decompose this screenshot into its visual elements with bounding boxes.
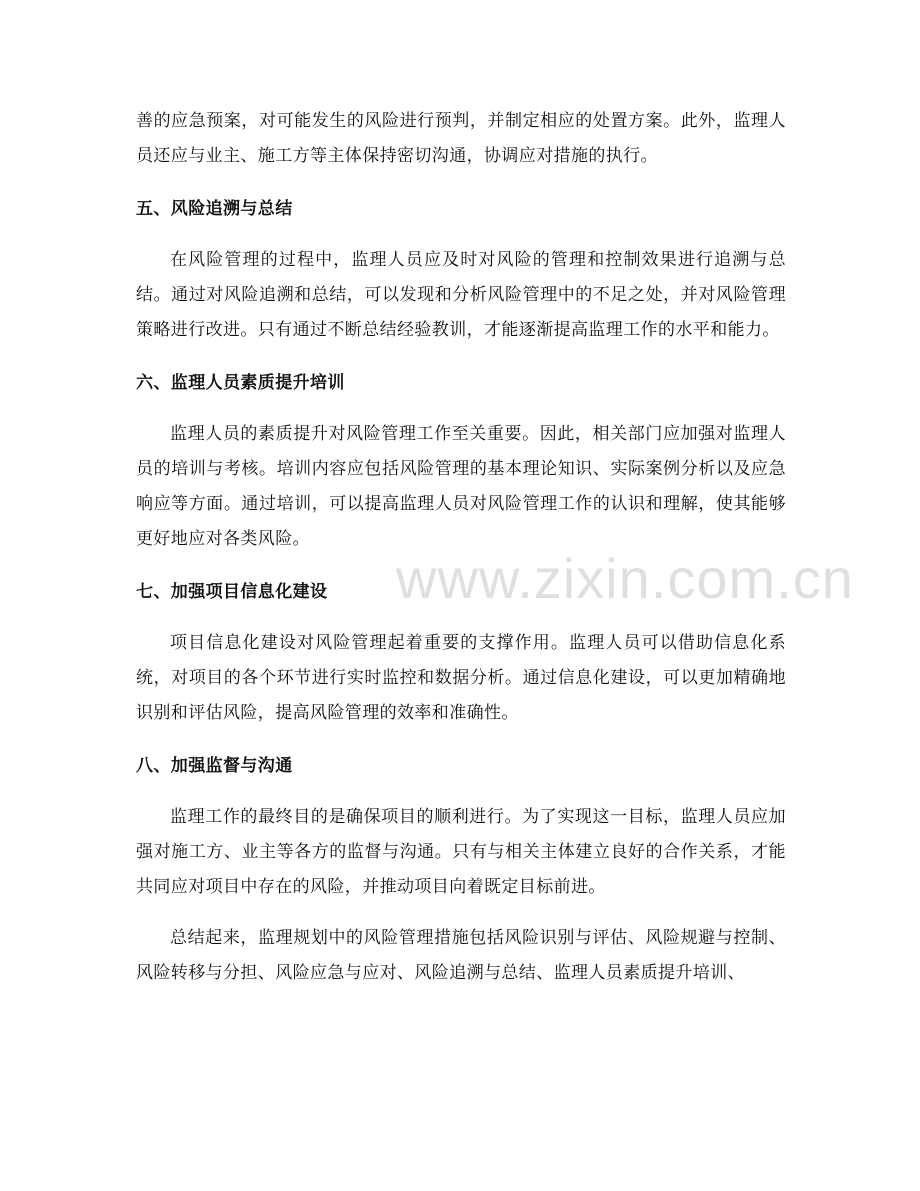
section-heading-5: 五、风险追溯与总结 bbox=[136, 199, 293, 219]
section-paragraph-5: 在风险管理的过程中，监理人员应及时对风险的管理和控制效果进行追溯与总结。通过对风险追溯和总结，可以发现和分析风险管理中的不足之处，并对风险管理策略进行改进。只有通过不断总结经验教训，才能逐渐提高监理工作的水平和能力。 bbox=[136, 250, 786, 340]
watermark-text: www.zixin.com.cn bbox=[396, 547, 854, 610]
section-heading-6: 六、监理人员素质提升培训 bbox=[136, 373, 345, 393]
section-paragraph-6: 监理人员的素质提升对风险管理工作至关重要。因此，相关部门应加强对监理人员的培训与考核。培训内容应包括风险管理的基本理论知识、实际案例分析以及应急响应等方面。通过培训，可以提高监理人员对风险管理工作的认识和理解，使其能够更好地应对各类风险。 bbox=[136, 424, 786, 549]
section-heading-8: 八、加强监督与沟通 bbox=[136, 756, 293, 776]
intro-paragraph: 善的应急预案，对可能发生的风险进行预判，并制定相应的处置方案。此外，监理人员还应与业主、施工方等主体保持密切沟通，协调应对措施的执行。 bbox=[136, 111, 786, 166]
section-heading-7: 七、加强项目信息化建设 bbox=[136, 582, 328, 602]
section-paragraph-7: 项目信息化建设对风险管理起着重要的支撑作用。监理人员可以借助信息化系统，对项目的各个环节进行实时监控和数据分析。通过信息化建设，可以更加精确地识别和评估风险，提高风险管理的效率和准确性。 bbox=[136, 633, 786, 723]
section-paragraph-8: 监理工作的最终目的是确保项目的顺利进行。为了实现这一目标，监理人员应加强对施工方、业主等各方的监督与沟通。只有与相关主体建立良好的合作关系，才能共同应对项目中存在的风险，并推动项目向着既定目标前进。 bbox=[136, 807, 786, 897]
document-body bbox=[136, 104, 786, 991]
conclusion-paragraph: 总结起来，监理规划中的风险管理措施包括风险识别与评估、风险规避与控制、风险转移与分担、风险应急与应对、风险追溯与总结、监理人员素质提升培训、 bbox=[136, 928, 786, 983]
